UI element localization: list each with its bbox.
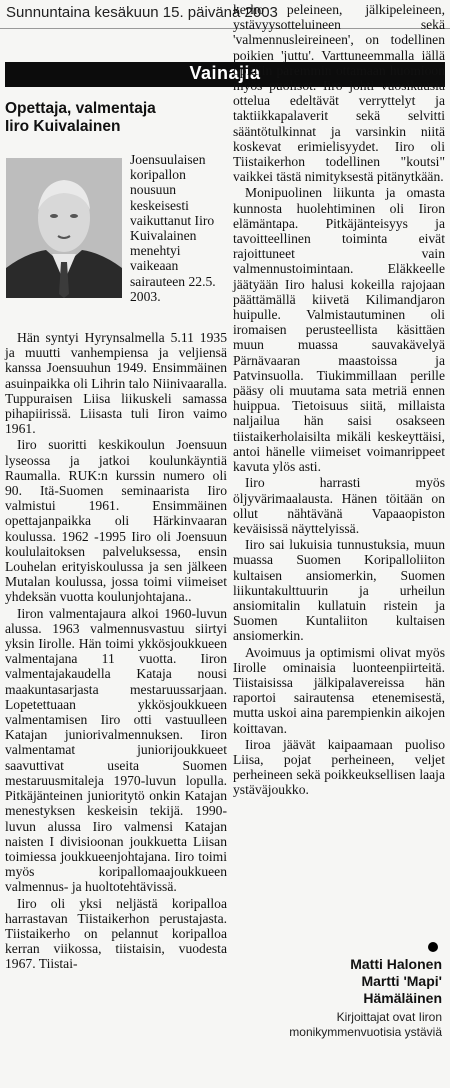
intro-text bbox=[130, 152, 227, 304]
dateline: Sunnuntaina kesäkuun 15. päivänä 2003 bbox=[6, 4, 278, 21]
paragraph-9: Avoimuus ja optimismi olivat myös Iirolle ominaisia luonteenpiirteitä. Tiistaisissa jälkipalavereissa hän raportoi sairautensa etenemisestä, mutta uskoi aina parempienkin aikojen koittavan. bbox=[233, 644, 445, 736]
article-headline bbox=[5, 100, 225, 136]
paragraph-3: Iiron valmentajaura alkoi 1960-luvun alussa. 1963 valmennusvastuu siirtyi yksin Iirolle. Hän toimi ykkösjoukkueen valmentajana 11 vuotta. Iiron valmentajakaudella Kataja nousi maakuntasarjasta mestaruussarjaan. Lopetettuaan ykkösjoukkueen valmentamisen Iiro otti vastuulleen Katajan juniorivalmennuksen. Iiron valmentamat juniorijoukkueet saavuttivat useita Suomen mestaruusmitaleja 1970-luvun lopulla. Pitkäjänteinen junioritytö onkin Katajan menestyksen keskeisin tekijä. 1990-luvun alussa Iiro valmensi Katajan naisten I divisioonan joukkuetta Liisan toimiessa joukkueenjohtajana. Iiro toimi myös koripallomaajoukkueen valmennus- ja huoltotehtävissä. bbox=[5, 605, 227, 895]
author-2: Martti 'Mapi' bbox=[361, 973, 442, 989]
paragraph-5: kerho peleineen, jälkipeleineen, ystävyysotteluineen sekä 'valmennusleireineen', on todellinen poikien 'juttu'. Varttuneemmalla iällä opittiin paremmin ottamaan huomioon myös puolisot. Iiro johti vuosikausia ottelua edeltävät verryttelyt ja taktiikkapalaverit sekä selvitti sääntötulkinnat ja varsinkin niitä koskevat erimielisyydet. Iiro oli Tiistaikerhon todellinen "koutsi" vaikkei tästä nimityksestä pitänytkään. bbox=[233, 2, 445, 185]
end-bullet bbox=[428, 942, 438, 952]
paragraph-1: Hän syntyi Hyrynsalmella 5.11 1935 ja muutti vanhempiensa ja veljiensä kanssa Joensuuhun 1949. Ensimmäinen asuinpaikka oli Lihrin talo Niinivaaralla. Tuppuraisen Liisa liikuskeli samassa pihapiirissä. Liisasta tuli Iiron vaimo 1961. bbox=[5, 330, 227, 437]
column-right bbox=[233, 2, 445, 798]
paragraph-6: Monipuolinen liikunta ja omasta kunnosta huolehtiminen oli Iiron elämäntapa. Pitkäjänteisyys ja tavoitteellinen toiminta eivät rajoittuneet vain valmennustoimintaan. Eläkkeelle jäätyään Iiro halusi kokeilla rajojaan päättämällä kiivetä Kilimandjaron huipulle. Valmistautuminen oli iromaisen perusteellista käsittäen muun muassa sauvakävelyä Pärnävaaran maastoissa ja Patvinsuolla. Tiukimmillaan perille pääsy oli muutama sata metriä ennen huippua. Tietoisuus siitä, millaista naljailua hän saisi osakseen tiistaikerholaisilta mikäli keskeyttäisi, antoi hänelle viimeiset voimanrippeet kavuta ylös asti. bbox=[233, 185, 445, 475]
paragraph-10: Iiroa jäävät kaipaamaan puoliso Liisa, pojat perheineen, veljet perheineen sekä poikkeuksellisen laaja ystäväjoukko. bbox=[233, 736, 445, 798]
paragraph-7: Iiro harrasti myös öljyvärimaalausta. Hänen töitään on ollut nähtävänä Vapaaopiston keväisissä näyttelyissä. bbox=[233, 475, 445, 536]
paragraph-8: Iiro sai lukuisia tunnustuksia, muun muassa Suomen Koripalloliiton kultaisen ansiomerkin, Suomen liikuntakulttuurin ja urheilun ansiomitalin kullatuin ristein ja Suomen Kuntaliiton kultaisen ansiomerkin. bbox=[233, 537, 445, 644]
section-title: Vainajia bbox=[189, 63, 261, 83]
column-left bbox=[5, 330, 227, 972]
paragraph-2: Iiro suoritti keskikoulun Joensuun lyseossa ja jatkoi koulunkäyntiä Raumalla. RUK:n kurssin numero oli 90. Itä-Suomen seminaarista Iiro valmistui 1961. Ensimmäinen opettajanpaikka oli Härkinvaaran koulussa. 1962 -1995 Iiro oli Joensuun koululaitoksen palveluksessa, ensin Louhelan erityiskoulussa ja sen jälkeen Mutalan koulussa, jossa toimi viimeiset yhdeksän vuotta koulunjohtajana.. bbox=[5, 437, 227, 605]
headline-line-1: Opettaja, valmentaja bbox=[5, 100, 156, 117]
author-2-surname: Hämäläinen bbox=[363, 990, 442, 1006]
paragraph-4: Iiro oli yksi neljästä koripalloa harrastavan Tiistaikerhon perustajasta. Tiistaikerho on pelannut koripalloa kerran viikossa, tiistaisin, vuodesta 1967. Tiistai- bbox=[5, 895, 227, 972]
portrait-illustration bbox=[6, 158, 122, 298]
intro-paragraph: Joensuulaisen koripallon nousuun keskeisesti vaikuttanut Iiro Kuivalainen menehtyi vaikeaan sairauteen 22.5. 2003. bbox=[130, 152, 216, 304]
author-1: Matti Halonen bbox=[350, 956, 442, 972]
headline-line-2: Iiro Kuivalainen bbox=[5, 118, 121, 135]
portrait-photo bbox=[6, 158, 122, 298]
author-note: Kirjoittajat ovat Iiron monikymmenvuotisia ystäviä bbox=[289, 1010, 442, 1039]
